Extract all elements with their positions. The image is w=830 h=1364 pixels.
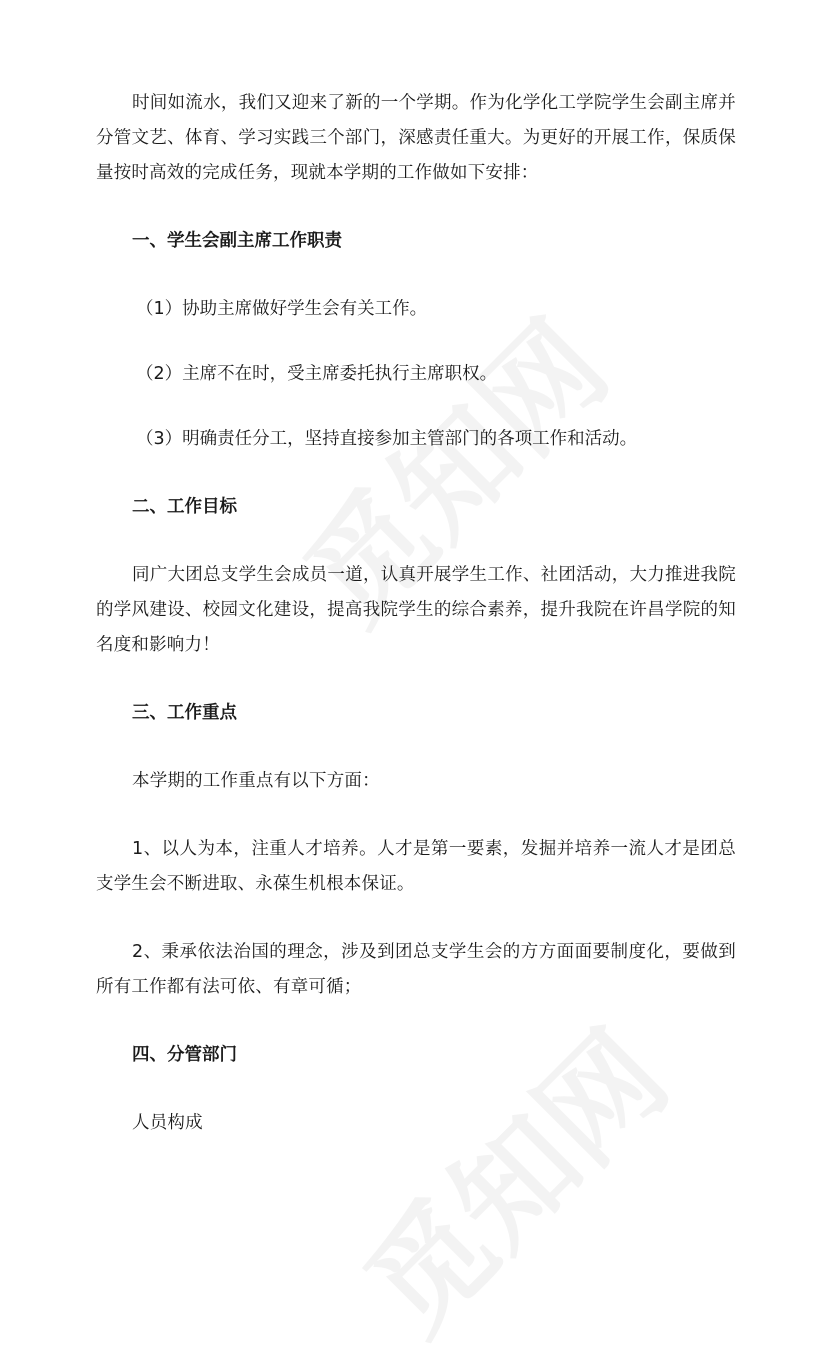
focus-point-2: 2、秉承依法治国的理念，涉及到团总支学生会的方方面面要制度化，要做到所有工作都有法可依、有章可循； (96, 942, 736, 997)
focus-point-1: 1、以人为本，注重人才培养。人才是第一要素，发掘并培养一流人才是团总支学生会不断进取、永葆生机根本保证。 (96, 839, 736, 894)
department-subheading: 人员构成 (132, 1113, 203, 1133)
goal-paragraph: 同广大团总支学生会成员一道，认真开展学生工作、社团活动，大力推进我院的学风建设、校园文化建设，提高我院学生的综合素养，提升我院在许昌学院的知名度和影响力！ (96, 565, 736, 655)
focus-intro: 本学期的工作重点有以下方面： (132, 771, 380, 791)
duty-item-1: （1）协助主席做好学生会有关工作。 (136, 299, 428, 319)
duty-item-3: （3）明确责任分工，坚持直接参加主管部门的各项工作和活动。 (136, 429, 638, 449)
section-heading-2: 二、工作目标 (132, 497, 237, 517)
section-heading-3: 三、工作重点 (132, 703, 237, 723)
duty-item-2: （2）主席不在时，受主席委托执行主席职权。 (136, 364, 498, 384)
section-heading-4: 四、分管部门 (132, 1045, 237, 1065)
document-body (96, 86, 736, 1141)
section-heading-1: 一、学生会副主席工作职责 (132, 231, 342, 251)
intro-paragraph: 时间如流水，我们又迎来了新的一个学期。作为化学化工学院学生会副主席并分管文艺、体育、学习实践三个部门，深感责任重大。为更好的开展工作，保质保量按时高效的完成任务，现就本学期的工作做如下安排： (96, 93, 736, 183)
